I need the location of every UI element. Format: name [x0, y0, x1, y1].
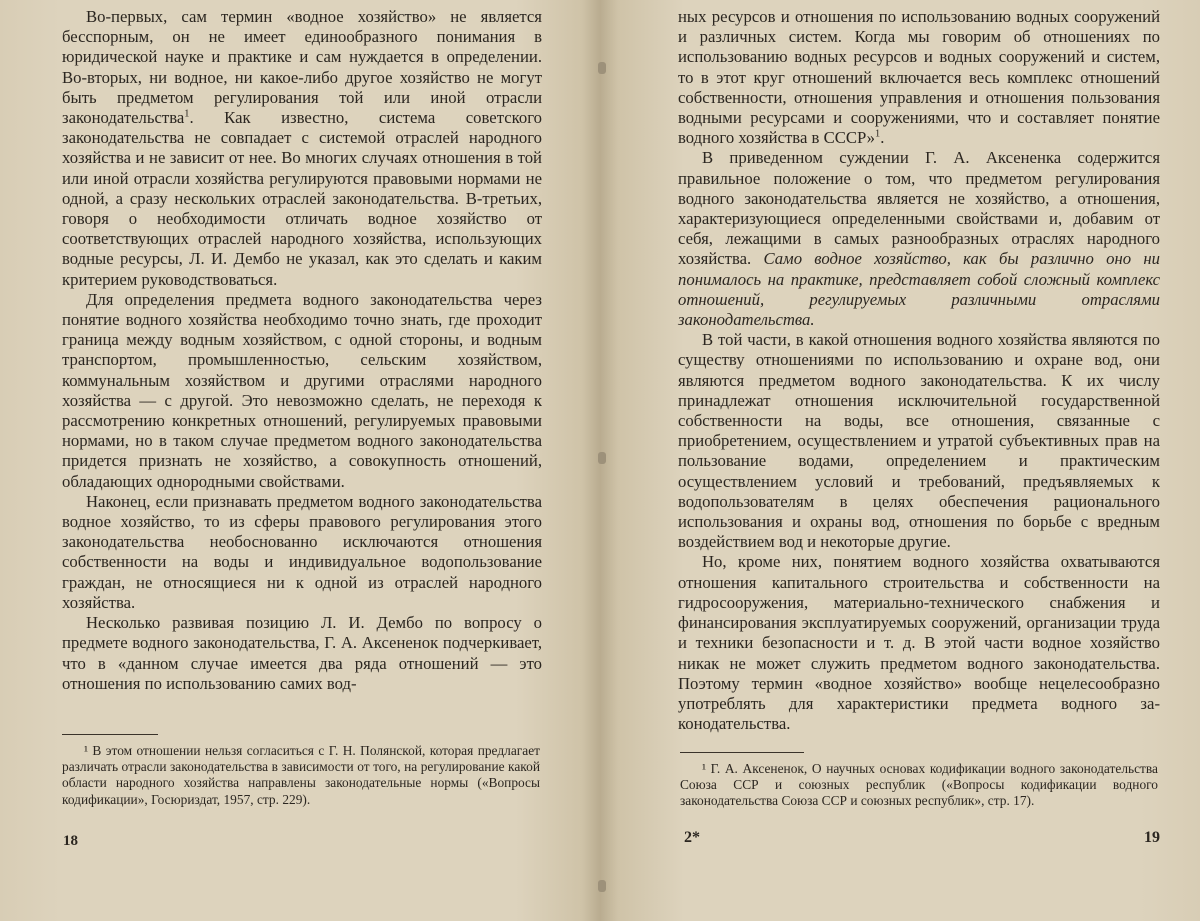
right-page	[600, 0, 1200, 921]
footnote-rule	[62, 734, 158, 735]
left-footnote	[62, 743, 540, 808]
left-paragraph-3: Наконец, если признавать предметом водного законодательства водное хозяйство, то из сферы правового регулирования этого законодательства необоснованно исключаются отношения собственности на воды и индивидуальное водопользование граждан, не относящиеся ни к одной из отраслей народного хозяйства.	[62, 491, 542, 612]
right-footnote-text: ¹ Г. А. Аксененок, О научных основах кодификации водного законодательства Союза ССР и союзных республик («Вопросы кодификации водного законодательства Союза ССР и союзных республик», стр. 17).	[680, 761, 1158, 809]
footnote-rule	[680, 752, 804, 753]
page-number-left: 18	[63, 833, 78, 849]
signature-mark: 2*	[684, 829, 700, 846]
binding-staple-mark	[598, 62, 606, 74]
binding-staple-mark	[598, 880, 606, 892]
italic-emphasis: Само водное хозяйство, как бы различно оно ни понималось на практике, представляет собой сложный комплекс отношений, регулируемых различными отраслями законодательства.	[678, 249, 1161, 330]
footnote-marker: 1	[184, 108, 190, 120]
left-body-text	[62, 7, 542, 694]
left-paragraph-4: Несколько развивая позицию Л. И. Дембо по вопросу о предмете водного законодательства, Г. А. Аксененок подчеркивает, что в «данном случае имеется два ряда отношений — это отношения по использованию самих вод-	[62, 613, 542, 693]
left-paragraph-2: Для определения предмета водного законодательства через понятие водного хозяйства необходимо точно знать, где проходит граница между водным хозяйством, с одной стороны, и водным транспортом, промышленностью, сельским хозяйством, коммунальным хозяйством и другими отраслями народного хозяйства — с другой. Это невозможно сделать, не переходя к рассмотрению конкретных отношений, регулируемых правовыми нормами, но в таком случае предметом водного законодательства придется признать не хозяйство, а совокупность отношений, обладающих однородными свойствами.	[62, 289, 542, 491]
right-paragraph-4: Но, кроме них, понятием водного хозяйства охватываются отношения капитального строительства и собственности на гидросооружения, материально-технического снабжения и финансирования эксплуатируемых сооружений, организации труда и техники безопасности и т. д. В этой части водное хозяйство никак не может служить предметом водного законодательства. Поэтому термин «водное хозяйство» вообще нецелесообразно употреблять для характеристики предмета водного законодательства.	[678, 552, 1160, 734]
page-number-right: 19	[1144, 829, 1160, 846]
right-paragraph-1: ных ресурсов и отношения по использованию водных сооружений и различных систем. Когда мы говорим об отношениях по использованию водных ресурсов и водных сооружений и систем, то в этот круг отношений включается весь комплекс отношений собственности, отношения управления и отношения пользования водными ресурсами и сооружениями, что и составляет понятие водного хозяйства в СССР»$^1$.	[678, 7, 1160, 148]
footnote-marker: 1	[875, 128, 881, 140]
right-paragraph-2: В приведенном суждении Г. А. Аксененка содержится правильное положение о том, что предметом регулирования водного законодательства является не хозяйство, а отношения, характеризующиеся определенными свойствами и, добавим от себя, лежащими в самых разнообразных отраслях народного хозяйства. Само водное хозяйство, как бы различно оно ни понималось на практике, представляет собой сложный комплекс отношений, регулируемых различными отраслями законодательства.	[678, 148, 1161, 330]
right-body-text	[678, 7, 1160, 734]
left-paragraph-1: Во-первых, сам термин «водное хозяйство» не является бесспорным, он не имеет единообразного понимания в юридической науке и практике и сам нуждается в определении. Во-вторых, ни водное, ни какое-либо другое хозяйство не могут быть предметом регулирования той или иной отрасли законодательства$^1$. Как известно, система советского законодательства не совпадает с системой отраслей народного хозяйства и не зависит от нее. Во многих случаях отношения в той или иной отрасли хозяйства регулируются правовыми нормами не одной, а сразу нескольких отраслей законодательства. В-третьих, говоря о необходимости отличать водное хозяйство от соответствующих отраслей народного хозяйства, использующих водные ресурсы, Л. И. Дембо не указал, как это сделать и каким критерием руководствоваться.	[62, 7, 542, 289]
left-footnote-text: ¹ В этом отношении нельзя согласиться с Г. Н. Полянской, которая предлагает различать отрасли законодательства в зависимости от того, на регулирование какой области народного хозяйства направлены законодательные нормы («Вопросы кодификации», Госюриздат, 1957, стр. 229).	[62, 743, 540, 807]
right-paragraph-3: В той части, в какой отношения водного хозяйства являются по существу отношениями по использованию и охране вод, они являются предметом водного законодательства. К их числу принадлежат отношения исключительной государственной собственности на воды, все отношения, связанные с приобретением, осуществлением и утратой субъективных прав на пользование водами, определением и практическим осуществлением условий и требований, предъявляемых к водопользователям в целях обеспечения рационального использования и охраны вод, отношения по борьбе с вредным воздействием вод и некоторые другие.	[678, 330, 1160, 552]
right-footnote	[680, 761, 1158, 810]
binding-staple-mark	[598, 452, 606, 464]
